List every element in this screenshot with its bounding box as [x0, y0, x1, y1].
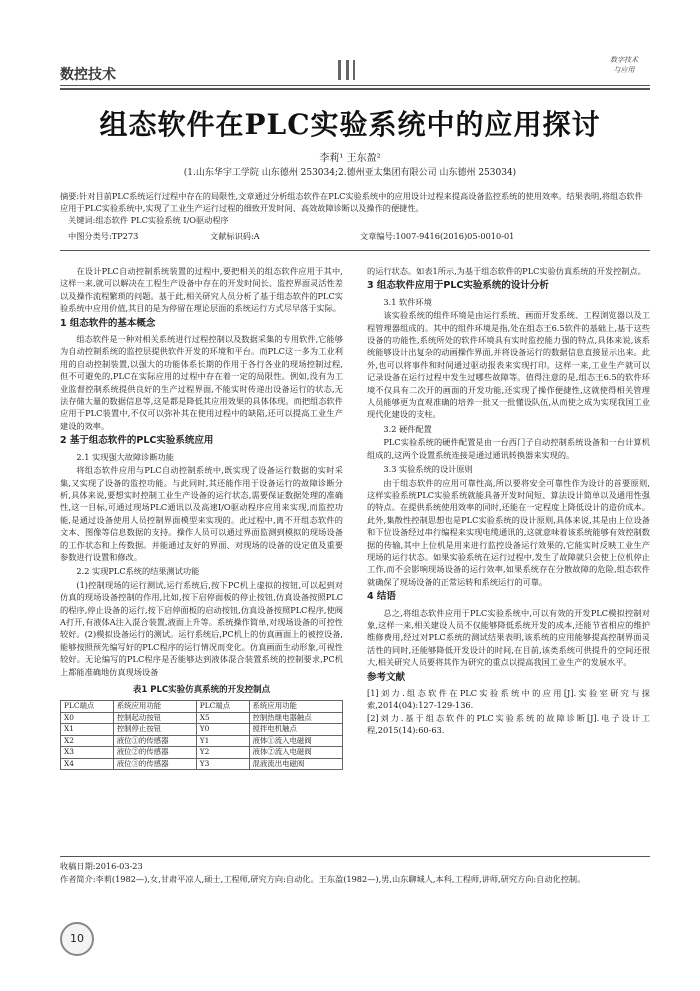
references-list	[367, 687, 650, 737]
page-number-badge	[60, 922, 94, 956]
table-cell: X0	[61, 712, 114, 724]
table-header-row	[61, 701, 343, 713]
table-cell: PLC端点	[196, 701, 249, 713]
section-4-heading: 4 结语	[367, 591, 396, 603]
section-2-2-text: (1)控制现场的运行测试,运行系统后,按下PC机上虚拟的按钮,可以起到对仿真的现场设备控制的作用,比如,按下启停面板的停止按钮,仿真设备按照PLC的程序,停止设备的运行,按下启停面板的启动按钮,仿真设备按照PLC程序,使阀A打开,有液体A注入混合装置,液面上升等。系统操作简单,对现场设备的可控性较好。(2)模拟设备运行的测试。运行系统后,PC机上的仿真画面上的被控设备,能够按照预先编写好的PLC程序的运行情况而变化。仿真画面生动形象,可视性较好。无论编写的PLC程序是否能够达到液体混合装置系统的控制要求,PC机上都能准确地仿真现场设备	[60, 579, 343, 677]
references-heading: 参考文献	[367, 671, 406, 683]
page-number: 10	[70, 932, 84, 945]
article-authors: 李莉¹ 王东盈²	[319, 153, 381, 164]
table-row	[61, 712, 343, 724]
keywords-text: 关键词:组态软件 PLC实验系统 I/O驱动程序	[68, 215, 229, 225]
table-row	[61, 724, 343, 736]
author-bio: 作者简介:李莉(1982—),女,甘肃平凉人,硕士,工程师,研究方向:自动化。王东盈(1982—),男,山东聊城人,本科,工程师,讲师,研究方向:自动化控制。	[60, 874, 586, 884]
table-cell: X5	[196, 712, 249, 724]
table-cell: 液位②的传感器	[113, 747, 196, 759]
table-cell: 控制停止按钮	[113, 724, 196, 736]
left-column	[60, 265, 343, 770]
table-cell: 液体①流入电磁阀	[249, 735, 342, 747]
section-3-3-text: 由于组态软件的应用可靠性高,所以要将安全可靠性作为设计的首要原则,这样实验系统PLC实验系统就能具备开发时间短、算法设计简单以及通用性强的特点。在提供系统使用效率的同时,还能在一定程度上降低设计的造价成本。此外,集散性控制思想也是PLC实验系统的设计原则,具体来说,其是由上位设备和下位设备经过串行编程来实现电缆通讯的,这就意味着该系统能够有效控制数据的传输,其中上位机是用来进行监控设备运行效果的,它能实时反映工业生产现场的运行状态。如果实验系统在运行过程中,发生了故障就只会使上位机停止工作,而不会影响现场设备的运行效率,如果系统存在分散故障的危险,组态软件就确保了现场设备的正常运转和系统运行的可靠。	[367, 477, 650, 587]
table-cell: 系统应用功能	[249, 701, 342, 713]
received-date: 收稿日期:2016-03-23	[60, 861, 143, 871]
section-3-2-text: PLC实验系统的硬件配置是由一台西门子自动控制系统设备和一台计算机组成的,这两个设置系统连接是通过通讯转换器来实现的。	[367, 437, 650, 460]
logo-line-1: 数字技术	[610, 56, 638, 64]
table-cell: 液体②流入电磁阀	[249, 747, 342, 759]
abstract-text: 摘要:针对目前PLC系统运行过程中存在的局限性,文章通过分析组态软件在PLC实验系统中的应用设计过程来提高设备监控系统的使用效率。结果表明,将组态软件应用于PLC实验系统中,实现了工业生产运行过程的细致开发时间、高效故障诊断以及操作的便捷性。	[60, 191, 643, 213]
table-row	[61, 758, 343, 770]
table-row	[61, 747, 343, 759]
right-column	[367, 265, 650, 737]
table-cell: Y2	[196, 747, 249, 759]
header-decoration-bars	[338, 60, 358, 80]
table-1-title: 表1 PLC实验仿真系统的开发控制点	[132, 685, 271, 695]
table-row	[61, 735, 343, 747]
header-rule-thick	[60, 88, 650, 90]
plc-control-points-table	[60, 700, 343, 770]
table-cell: 液位①的传感器	[113, 735, 196, 747]
clc-number: 中图分类号:TP273	[68, 231, 139, 241]
table-cell: PLC端点	[61, 701, 114, 713]
logo-line-2: 与应用	[613, 66, 635, 74]
table-cell: X1	[61, 724, 114, 736]
footnote-block	[60, 860, 660, 886]
table-cell: X4	[61, 758, 114, 770]
table-cell: 控制起动按钮	[113, 712, 196, 724]
abstract-block	[60, 190, 650, 226]
section-3-3-heading: 3.3 实验系统的设计原则	[383, 464, 473, 475]
journal-section-label: 数控技术	[60, 67, 116, 83]
table-cell: X2	[61, 735, 114, 747]
header-rule	[60, 85, 650, 86]
intro-paragraph: 在设计PLC自动控制系统装置的过程中,要把相关的组态软件应用于其中,这样一来,就可以解决在工程生产设备中存在的开发时间长、监控界面灵活性差以及操作流程繁琐的问题。基于此,相关研究人员分析了基于组态软件的PLC实验系统中应用价值,其目的是为停留在理论层面的系统运行方式尽早落于实际。	[60, 266, 343, 314]
section-3-1-heading: 3.1 软件环境	[383, 296, 432, 307]
article-number: 文章编号:1007-9416(2016)05-0010-01	[360, 231, 515, 241]
table-cell: 系统应用功能	[113, 701, 196, 713]
reference-1: [1]刘力.组态软件在PLC实验系统中的应用[J].实验室研究与探索,2014(04):127-129-136.	[367, 688, 650, 711]
article-title: 组态软件在PLC实验系统中的应用探讨	[99, 108, 601, 141]
section-2-1-text: 将组态软件应用与PLC自动控制系统中,既实现了设备运行数据的实时采集,又实现了设备的监控功能。与此同时,其还能作用于设备运行的故障诊断分析,具体来说,要想实时控制工业生产设备的运行状态,需要保证数据处理的准确性,这一目标,可通过现场PLC通讯以及高速I/O驱动程序应用来实现,而监控功能,是通过设备使用人员控制界面模型来实现的。此过程中,离不开组态软件的文本、图像等信息数据的支持。操作人员可以通过界面监测到模拟的现场设备的工作状态和上传数据。并能通过友好的界面、对现场的设备的设定值及重要参数进行设置和修改。	[60, 465, 343, 562]
section-4-text: 总之,将组态软件应用于PLC实验系统中,可以有效的开发PLC模拟控制对象,这样一来,相关建设人员不仅能够降低系统开发的成本,还能节省相应的维护维修费用,经过对PLC系统的测试结果表明,该系统的应用能够提高控制界面灵活性的同时,还能够降低开发设计的时间,在目前,该类系统可供提升的空间还很大,相关研究人员要将其作为研究的重点以提高我国工业生产的发展水平。	[367, 607, 650, 668]
table-cell: Y3	[196, 758, 249, 770]
section-1-heading: 1 组态软件的基本概念	[60, 317, 156, 329]
section-3-heading: 3 组态软件应用于PLC实验系统的设计分析	[367, 280, 549, 292]
table-cell: 搅拌电机触点	[249, 724, 342, 736]
abstract-rule	[60, 250, 650, 251]
table-cell: X3	[61, 747, 114, 759]
table-cell: Y0	[196, 724, 249, 736]
section-2-1-heading: 2.1 实现强大故障诊断功能	[76, 451, 174, 462]
section-1-text: 组态软件是一种对相关系统进行过程控制以及数据采集的专用软件,它能够为自动控制系统的监控层提供软件开发的环境和平台。而PLC这一多为工业利用的自动控制装置,以强大的功能体系长期的作用于各行各业的现场控制过程,但不可避免的,PLC在实际应用的过程中存在着一定的局限性。例如,没有为工业监督控制系统提供良好的生产过程界面,不能实时传递出设备运行的状态,无法存储大量的数据信息等,这是都是降低其应用效果的具体体现。而把组态软件应用于PLC装置中,不仅可以弥补其在使用过程中的缺陷,还可以提高工业生产建设的效率。	[60, 334, 343, 431]
section-3-2-heading: 3.2 硬件配置	[383, 423, 432, 434]
section-3-1-text: 该实验系统的组件环境是由运行系统、画面开发系统、工程浏览器以及工程管理器组成的。其中的组件环境是指,处在组态王6.5软件的基础上,基于这些设备的功能性,系统所处的软件环境具有实时监控能力强的特点,具体来说,该系统能够设计出复杂的动画操作界面,并将设备运行的数据信息直接显示出来。此外,也可以将事件和时间通过驱动报表来实现打印。这样一来,工业生产就可以记录设备在运行过程中发生过哪些故障等。值得注意的是,组态王6.5的软件环境不仅具有二次开的画面的开发功能,还实现了操作便捷性,这就使得相关管理人员能够更为直观准确的培养一批又一批懂设队伍,从而使之成为实现我国工业现代化建设的支柱。	[367, 310, 650, 420]
article-affiliation: (1.山东华宇工学院 山东德州 253034;2.德州亚太集团有限公司 山东德州 253034)	[183, 168, 517, 178]
section-2-heading: 2 基于组态软件的PLC实验系统应用	[60, 435, 214, 447]
footer-rule	[60, 856, 650, 857]
table-cell: 液位③的传感器	[113, 758, 196, 770]
table-cell: Y1	[196, 735, 249, 747]
doc-code: 文献标识码:A	[210, 231, 260, 241]
table-cell: 控制热继电器触点	[249, 712, 342, 724]
table-cell: 混液流出电磁阀	[249, 758, 342, 770]
section-2-2-heading: 2.2 实现PLC系统的结果测试功能	[76, 566, 200, 577]
journal-logo	[600, 55, 648, 85]
reference-2: [2]刘力.基于组态软件的PLC实验系统的故障诊断[J].电子设计工程,2015(14):60-63.	[367, 712, 650, 736]
continued-paragraph: 的运行状态。如表1所示,为基于组态软件的PLC实验仿真系统的开发控制点。	[367, 266, 646, 276]
